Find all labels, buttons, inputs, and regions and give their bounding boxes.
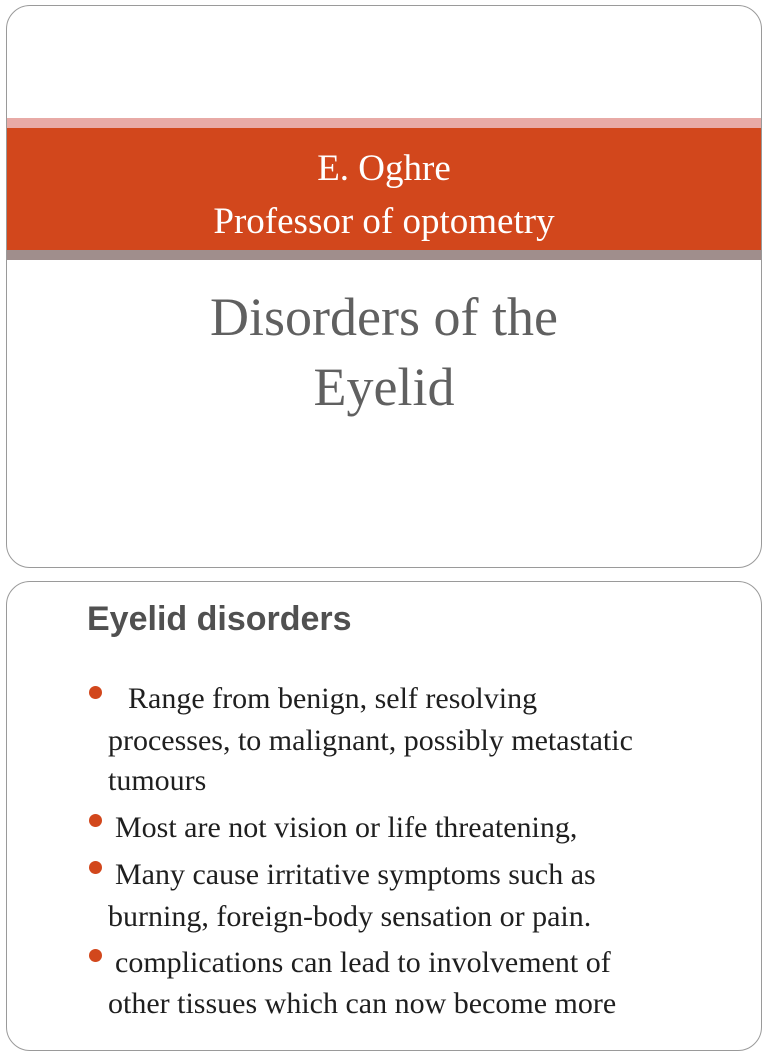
author-name: E. Oghre [317, 148, 451, 189]
bullet-dot-icon [89, 861, 102, 874]
slide-heading: Eyelid disorders [87, 600, 352, 638]
bullet-line: other tissues which can now become more [108, 987, 617, 1020]
author-block [7, 142, 761, 248]
content-slide [6, 581, 762, 1051]
bullet-dot-icon [89, 814, 102, 827]
header-band-bottom-stripe [7, 250, 761, 260]
bullet-line: processes, to malignant, possibly metastatic [108, 724, 633, 757]
slide-title-line: Disorders of the [210, 287, 558, 347]
slide-title [7, 282, 761, 422]
bullet-line: burning, foreign-body sensation or pain. [108, 900, 592, 933]
slide-title-line: Eyelid [313, 357, 455, 417]
author-role: Professor of optometry [213, 201, 555, 242]
bullet-line: tumours [108, 764, 207, 797]
title-slide [6, 5, 762, 568]
bullet-line: Most are not vision or life threatening, [115, 811, 578, 844]
bullet-line: complications can lead to involvement of [115, 946, 611, 979]
bullet-line: Range from benign, self resolving [128, 682, 538, 715]
bullet-line: Many cause irritative symptoms such as [115, 858, 596, 891]
bullet-dot-icon [89, 949, 102, 962]
bullet-dot-icon [89, 686, 102, 699]
header-band-top-stripe [7, 118, 761, 128]
